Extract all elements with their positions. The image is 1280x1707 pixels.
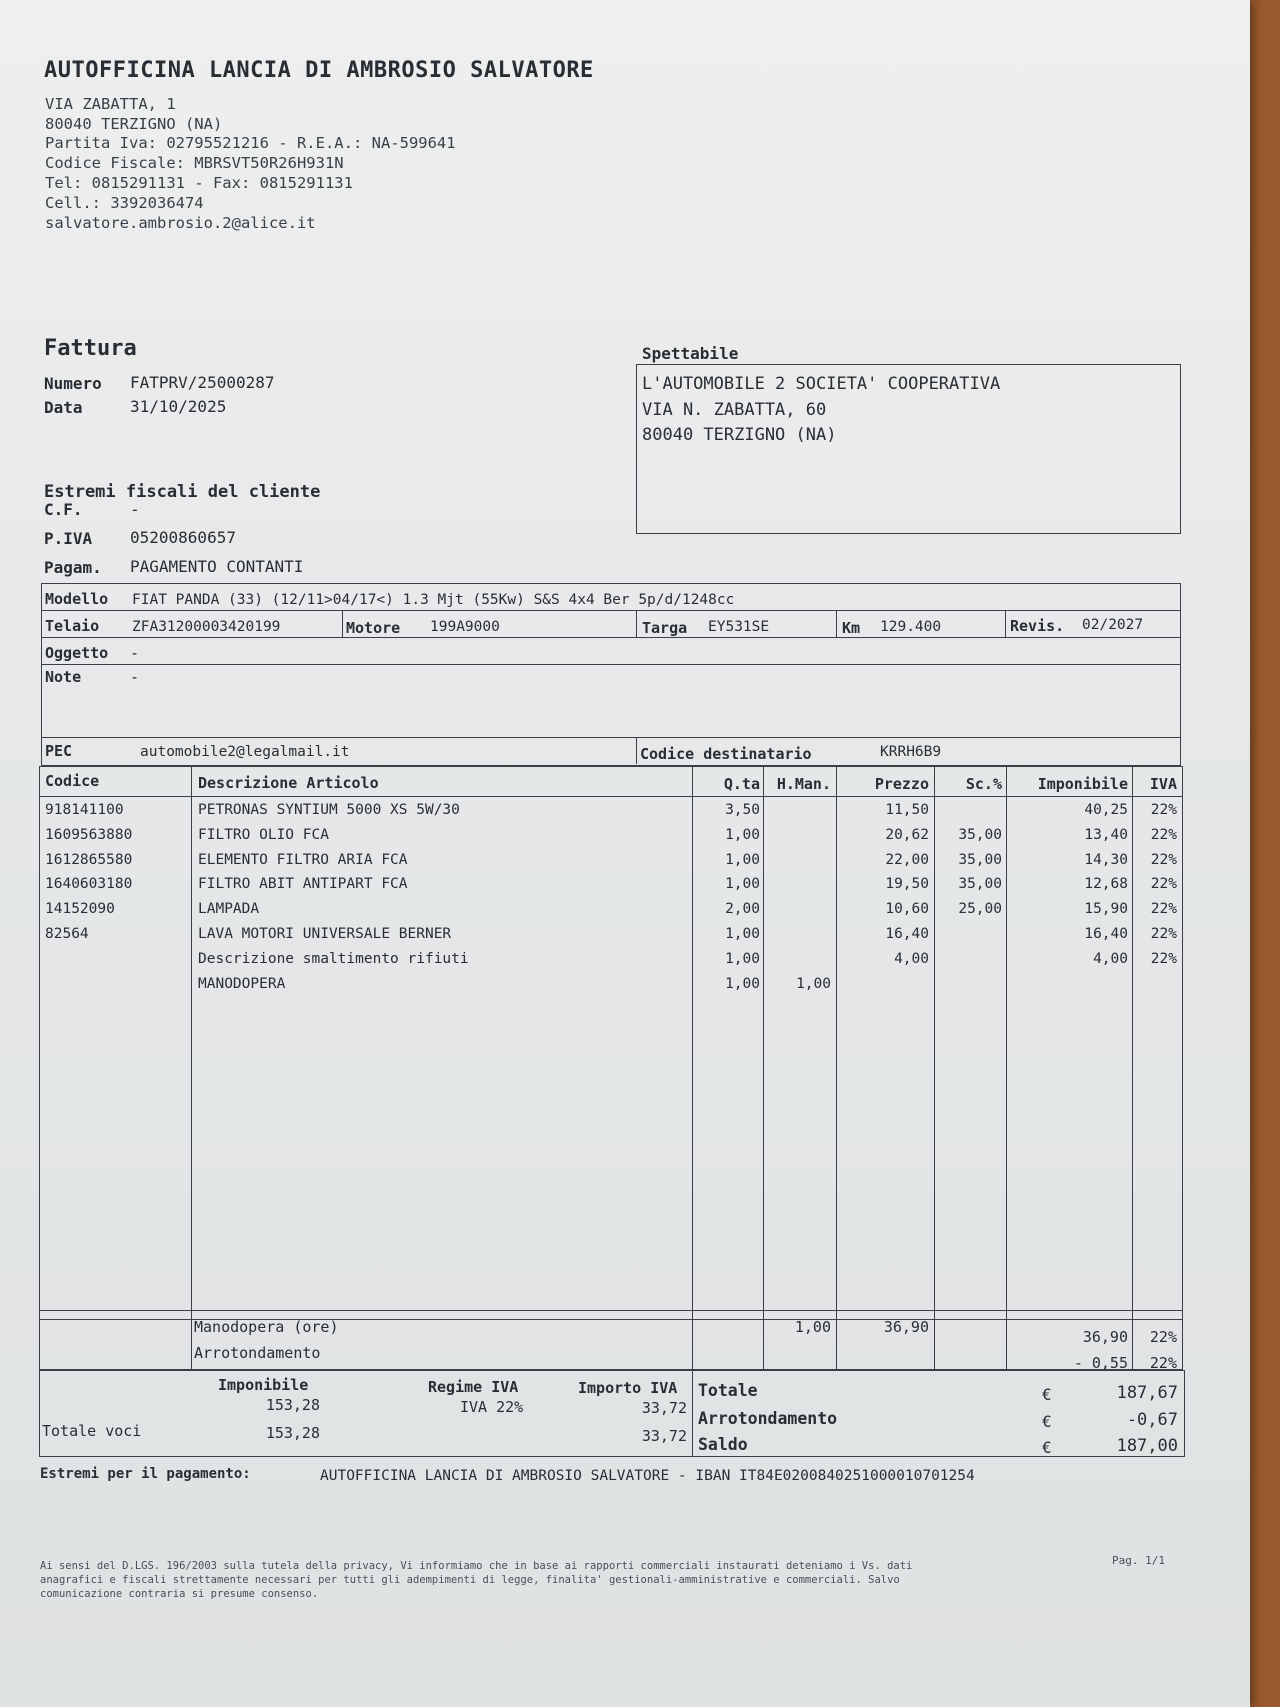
summary-col-divider bbox=[692, 1310, 693, 1369]
subject-label: Oggetto bbox=[45, 644, 109, 662]
item-vat: 22% bbox=[1150, 876, 1177, 893]
items-col-divider bbox=[763, 766, 764, 1319]
item-price: 10,60 bbox=[885, 901, 929, 918]
balance-currency: € bbox=[1042, 1438, 1052, 1457]
item-qty: 1,00 bbox=[725, 975, 760, 992]
company-name: AUTOFFICINA LANCIA DI AMBROSIO SALVATORE bbox=[44, 58, 594, 83]
summary-col-divider bbox=[934, 1310, 935, 1369]
item-taxable: 12,68 bbox=[1084, 876, 1128, 893]
item-vat: 22% bbox=[1150, 950, 1177, 967]
company-address-line: VIA ZABATTA, 1 bbox=[45, 95, 176, 113]
pec-value: automobile2@legalmail.it bbox=[140, 744, 350, 760]
rounding-currency: € bbox=[1042, 1412, 1052, 1431]
total-items-taxable: 153,28 bbox=[265, 1424, 320, 1442]
item-discount: 35,00 bbox=[958, 876, 1002, 893]
vehicle-divider bbox=[41, 737, 1180, 738]
vehicle-divider bbox=[636, 737, 637, 764]
item-code: 82564 bbox=[45, 926, 89, 942]
col-header-qty: Q.ta bbox=[723, 775, 760, 793]
item-code: 1612865580 bbox=[45, 851, 133, 868]
invoice-date: 31/10/2025 bbox=[130, 397, 227, 416]
items-col-divider bbox=[934, 766, 935, 1319]
company-vat-line: Partita Iva: 02795521216 - R.E.A.: NA-599641 bbox=[45, 134, 456, 152]
item-code: 1609563880 bbox=[45, 826, 133, 843]
recipient-city: 80040 TERZIGNO (NA) bbox=[642, 425, 837, 445]
item-qty: 1,00 bbox=[725, 926, 760, 942]
col-header-description: Descrizione Articolo bbox=[198, 774, 379, 792]
total-currency: € bbox=[1042, 1385, 1052, 1404]
item-price: 11,50 bbox=[885, 802, 929, 818]
rounding-label: Arrotondamento bbox=[698, 1409, 838, 1428]
item-vat: 22% bbox=[1150, 802, 1177, 818]
vehicle-divider bbox=[636, 610, 637, 637]
item-description: Descrizione smaltimento rifiuti bbox=[198, 950, 469, 967]
note-value: - bbox=[130, 668, 140, 686]
item-price: 20,62 bbox=[885, 826, 929, 843]
recipient-address: VIA N. ZABATTA, 60 bbox=[642, 400, 827, 420]
item-taxable: 40,25 bbox=[1084, 802, 1128, 818]
client-cf-label: C.F. bbox=[44, 500, 83, 519]
vat-amount: 33,72 bbox=[641, 1399, 687, 1417]
items-header-divider bbox=[39, 796, 1182, 797]
engine-label: Motore bbox=[346, 619, 401, 637]
recipient-label: Spettabile bbox=[642, 344, 739, 363]
labor-price-value: 36,90 bbox=[883, 1318, 929, 1336]
labor-taxable-value: 36,90 bbox=[1082, 1328, 1128, 1346]
vehicle-divider bbox=[836, 610, 837, 637]
rounding-row-vat: 22% bbox=[1149, 1354, 1177, 1372]
vat-regime-label: Regime IVA bbox=[428, 1378, 519, 1396]
company-city-line: 80040 TERZIGNO (NA) bbox=[45, 115, 223, 133]
subject-value: - bbox=[130, 644, 140, 662]
item-price: 22,00 bbox=[885, 851, 929, 868]
item-qty: 3,50 bbox=[725, 802, 760, 818]
vehicle-divider bbox=[41, 637, 1180, 638]
privacy-note-line: anagrafici e fiscali strettamente necessari per tutti gli adempimenti di legge, finalita' gestionali-amministrative e commerciali. Salvo bbox=[40, 1574, 900, 1586]
item-description: FILTRO OLIO FCA bbox=[198, 826, 329, 843]
balance-value: 187,00 bbox=[1116, 1436, 1178, 1456]
engine-value: 199A9000 bbox=[430, 619, 500, 635]
payment-method-label: Pagam. bbox=[44, 558, 102, 577]
item-qty: 1,00 bbox=[725, 826, 760, 843]
items-col-divider bbox=[836, 766, 837, 1319]
item-code: 918141100 bbox=[45, 802, 124, 818]
item-description: PETRONAS SYNTIUM 5000 XS 5W/30 bbox=[198, 802, 460, 818]
item-qty: 1,00 bbox=[725, 950, 760, 967]
col-header-price: Prezzo bbox=[874, 775, 929, 793]
company-email-line: salvatore.ambrosio.2@alice.it bbox=[45, 214, 316, 232]
rounding-row-label: Arrotondamento bbox=[194, 1344, 321, 1362]
item-taxable: 4,00 bbox=[1093, 950, 1128, 967]
total-label: Totale bbox=[698, 1381, 758, 1400]
recipient-code-value: KRRH6B9 bbox=[880, 744, 942, 760]
recipient-name: L'AUTOMOBILE 2 SOCIETA' COOPERATIVA bbox=[642, 374, 1001, 394]
items-col-divider bbox=[692, 766, 693, 1319]
item-description: FILTRO ABIT ANTIPART FCA bbox=[198, 876, 408, 893]
item-qty: 1,00 bbox=[725, 851, 760, 868]
item-description: MANODOPERA bbox=[198, 975, 286, 992]
company-cell-line: Cell.: 3392036474 bbox=[45, 194, 204, 212]
item-price: 16,40 bbox=[885, 926, 929, 942]
document-title: Fattura bbox=[44, 336, 137, 361]
client-cf: - bbox=[130, 500, 140, 519]
privacy-note-line: Ai sensi del D.LGS. 196/2003 sulla tutela della privacy, Vi informiamo che in base ai rapporti commerciali instaurati deteniamo i Vs. dati bbox=[40, 1560, 913, 1572]
invoice-date-label: Data bbox=[44, 398, 83, 417]
revision-label: Revis. bbox=[1010, 617, 1065, 635]
client-piva: 05200860657 bbox=[130, 528, 236, 547]
vehicle-divider bbox=[41, 664, 1180, 665]
col-header-code: Codice bbox=[45, 772, 100, 790]
vat-regime: IVA 22% bbox=[460, 1398, 524, 1416]
item-labor-hours: 1,00 bbox=[796, 975, 831, 992]
item-qty: 2,00 bbox=[725, 901, 760, 918]
totals-taxable: 153,28 bbox=[265, 1396, 320, 1414]
total-items-label: Totale voci bbox=[42, 1422, 142, 1440]
item-taxable: 15,90 bbox=[1084, 901, 1128, 918]
item-vat: 22% bbox=[1150, 826, 1177, 843]
labor-hours-label: Manodopera (ore) bbox=[194, 1318, 339, 1336]
payment-details-label: Estremi per il pagamento: bbox=[40, 1466, 251, 1482]
item-description: ELEMENTO FILTRO ARIA FCA bbox=[198, 851, 408, 868]
items-col-divider bbox=[191, 766, 192, 1319]
item-taxable: 14,30 bbox=[1084, 851, 1128, 868]
item-code: 1640603180 bbox=[45, 876, 133, 893]
summary-col-divider bbox=[191, 1310, 192, 1369]
plate-value: EY531SE bbox=[708, 619, 770, 635]
col-header-taxable: Imponibile bbox=[1037, 775, 1128, 793]
items-col-divider bbox=[1006, 766, 1007, 1319]
col-header-labor-hours: H.Man. bbox=[776, 775, 831, 793]
totals-divider bbox=[692, 1370, 693, 1456]
item-discount: 35,00 bbox=[958, 826, 1002, 843]
rounding-row-taxable: - 0,55 bbox=[1073, 1354, 1128, 1372]
chassis-value: ZFA31200003420199 bbox=[132, 619, 281, 635]
item-qty: 1,00 bbox=[725, 876, 760, 893]
model-value: FIAT PANDA (33) (12/11>04/17<) 1.3 Mjt (55Kw) S&S 4x4 Ber 5p/d/1248cc bbox=[132, 592, 735, 608]
invoice-number: FATPRV/25000287 bbox=[130, 373, 275, 392]
page-number: Pag. 1/1 bbox=[1112, 1554, 1165, 1567]
revision-value: 02/2027 bbox=[1082, 617, 1144, 633]
payment-details-text: AUTOFFICINA LANCIA DI AMBROSIO SALVATORE - IBAN IT84E0200840251000010701254 bbox=[320, 1468, 975, 1484]
rounding-value: -0,67 bbox=[1126, 1410, 1178, 1430]
note-label: Note bbox=[45, 668, 82, 686]
payment-method: PAGAMENTO CONTANTI bbox=[130, 557, 304, 576]
model-label: Modello bbox=[45, 590, 109, 608]
vehicle-divider bbox=[41, 610, 1180, 611]
recipient-code-label: Codice destinatario bbox=[640, 745, 812, 763]
item-price: 4,00 bbox=[894, 950, 929, 967]
col-header-discount: Sc.% bbox=[965, 775, 1002, 793]
privacy-note-line: comunicazione contraria si presume consenso. bbox=[40, 1588, 319, 1600]
items-table bbox=[39, 766, 1183, 1320]
item-description: LAMPADA bbox=[198, 901, 260, 918]
item-code: 14152090 bbox=[45, 901, 115, 918]
vehicle-divider bbox=[342, 610, 343, 637]
total-value: 187,67 bbox=[1116, 1383, 1178, 1403]
pec-label: PEC bbox=[45, 742, 73, 760]
item-discount: 25,00 bbox=[958, 901, 1002, 918]
invoice-number-label: Numero bbox=[44, 374, 102, 393]
balance-label: Saldo bbox=[698, 1435, 748, 1454]
item-vat: 22% bbox=[1150, 926, 1177, 942]
plate-label: Targa bbox=[642, 619, 688, 637]
km-value: 129.400 bbox=[880, 619, 942, 635]
client-piva-label: P.IVA bbox=[44, 529, 93, 548]
client-fiscal-title: Estremi fiscali del cliente bbox=[44, 482, 321, 502]
km-label: Km bbox=[842, 619, 861, 637]
company-fiscal-code-line: Codice Fiscale: MBRSVT50R26H931N bbox=[45, 154, 344, 172]
item-discount: 35,00 bbox=[958, 851, 1002, 868]
item-vat: 22% bbox=[1150, 851, 1177, 868]
item-price: 19,50 bbox=[885, 876, 929, 893]
items-col-divider bbox=[1132, 766, 1133, 1319]
item-vat: 22% bbox=[1150, 901, 1177, 918]
company-phone-line: Tel: 0815291131 - Fax: 0815291131 bbox=[45, 174, 353, 192]
item-taxable: 13,40 bbox=[1084, 826, 1128, 843]
labor-hours-value: 1,00 bbox=[794, 1318, 831, 1336]
labor-vat-value: 22% bbox=[1149, 1328, 1177, 1346]
item-description: LAVA MOTORI UNIVERSALE BERNER bbox=[198, 926, 452, 942]
col-header-vat: IVA bbox=[1149, 775, 1177, 793]
vehicle-divider bbox=[1005, 610, 1006, 637]
total-items-vat: 33,72 bbox=[641, 1427, 687, 1445]
totals-taxable-label: Imponibile bbox=[218, 1376, 309, 1394]
item-taxable: 16,40 bbox=[1084, 926, 1128, 942]
vat-amount-label: Importo IVA bbox=[578, 1379, 678, 1397]
chassis-label: Telaio bbox=[45, 617, 100, 635]
